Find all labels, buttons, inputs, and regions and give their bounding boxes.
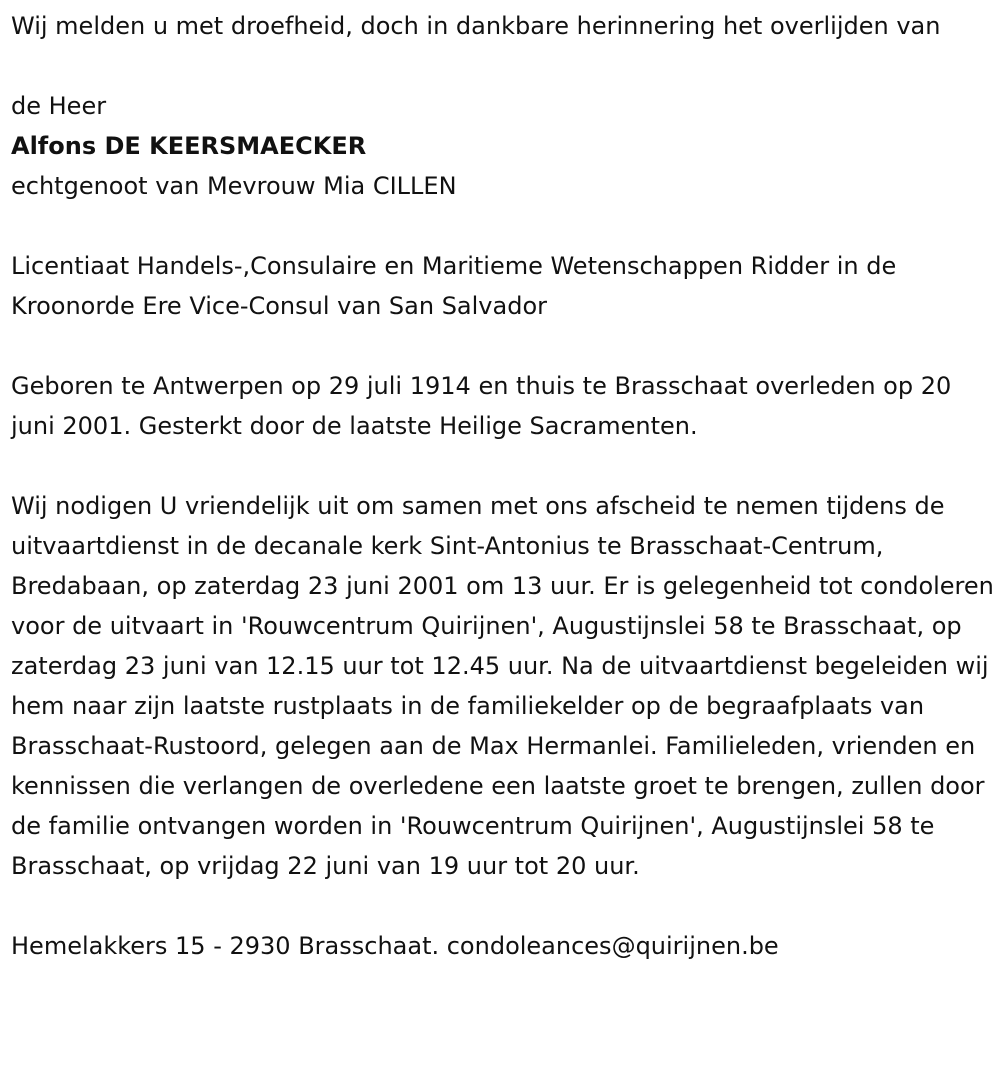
intro-text: Wij melden u met droefheid, doch in dankbare herinnering het overlijden van	[11, 12, 941, 40]
spacer	[11, 206, 996, 246]
spacer	[11, 446, 996, 486]
spacer	[11, 886, 996, 926]
spacer	[11, 46, 996, 86]
deceased-name: Alfons DE KEERSMAECKER	[11, 132, 367, 160]
birth-death-text: Geboren te Antwerpen op 29 juli 1914 en thuis te Brasschaat overleden op 20 juni 2001. Gesterkt door de laatste Heilige Sacramenten.	[11, 372, 952, 440]
spacer	[11, 326, 996, 366]
address-text: Hemelakkers 15 - 2930 Brasschaat. condoleances@quirijnen.be	[11, 932, 779, 960]
death-notice	[11, 6, 996, 966]
honorific: de Heer	[11, 92, 107, 120]
funeral-text: Wij nodigen U vriendelijk uit om samen met ons afscheid te nemen tijdens de uitvaartdienst in de decanale kerk Sint-Antonius te Brasschaat-Centrum, Bredabaan, op zaterdag 23 juni 2001 om 13 uur. Er is gelegenheid tot condoleren voor de uitvaart in 'Rouwcentrum Quirijnen', Augustijnslei 58 te Brasschaat, op zaterdag 23 juni van 12.15 uur tot 12.45 uur. Na de uitvaartdienst begeleiden wij hem naar zijn laatste rustplaats in de familiekelder op de begraafplaats van Brasschaat-Rustoord, gelegen aan de Max Hermanlei. Familieleden, vrienden en kennissen die verlangen de overledene een laatste groet te brengen, zullen door de familie ontvangen worden in 'Rouwcentrum Quirijnen', Augustijnslei 58 te Brasschaat, op vrijdag 22 juni van 19 uur tot 20 uur.	[11, 492, 994, 880]
spouse-line: echtgenoot van Mevrouw Mia CILLEN	[11, 172, 457, 200]
titles-text: Licentiaat Handels-,Consulaire en Maritieme Wetenschappen Ridder in de Kroonorde Ere Vice-Consul van San Salvador	[11, 252, 897, 320]
